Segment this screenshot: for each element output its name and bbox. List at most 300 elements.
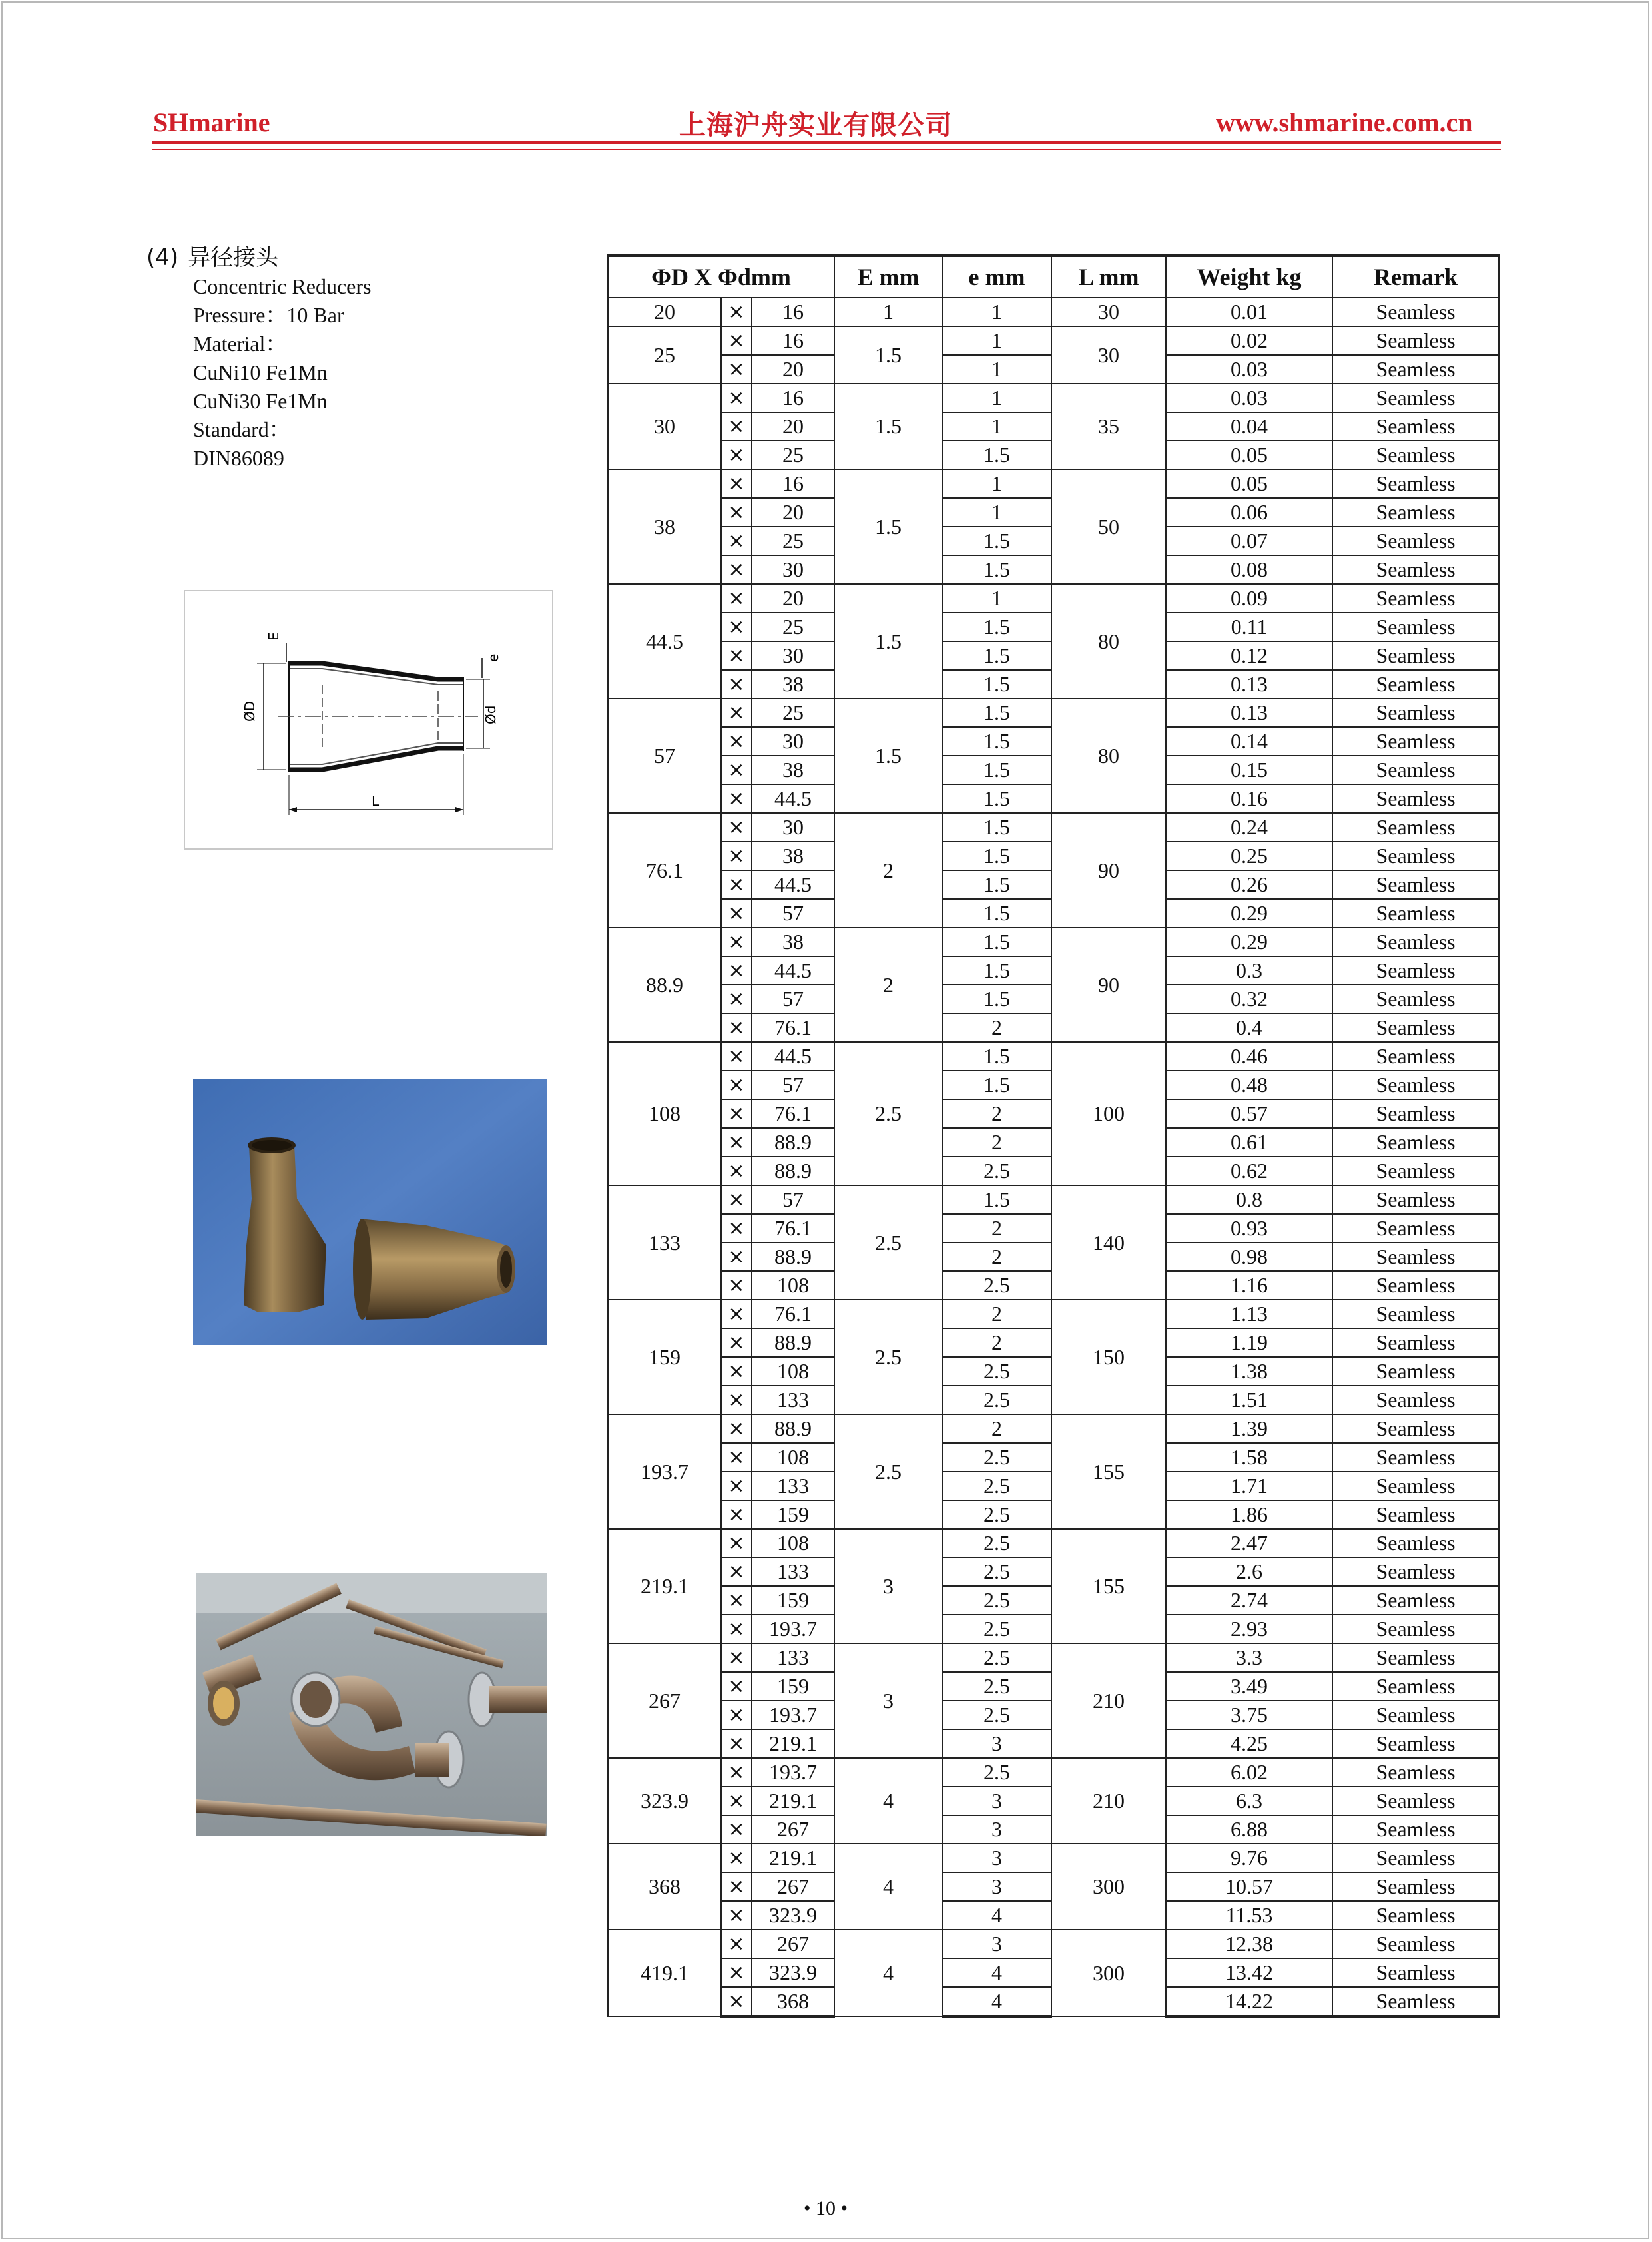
cell-inner-diameter: 44.5	[752, 956, 834, 985]
cell-weight: 0.98	[1166, 1243, 1332, 1271]
cell-times: ×	[721, 1529, 752, 1557]
cell-weight: 0.48	[1166, 1071, 1332, 1099]
cell-times: ×	[721, 498, 752, 527]
table-row	[608, 1300, 1499, 1328]
cell-inner-diameter: 219.1	[752, 1787, 834, 1815]
header-rule-thin	[152, 149, 1501, 150]
cell-e: 3	[942, 1872, 1051, 1901]
cell-weight: 0.26	[1166, 870, 1332, 899]
cell-times: ×	[721, 1214, 752, 1243]
cell-weight: 3.3	[1166, 1643, 1332, 1672]
cell-weight: 1.19	[1166, 1328, 1332, 1357]
cell-e: 1.5	[942, 842, 1051, 870]
cell-inner-diameter: 323.9	[752, 1901, 834, 1930]
cell-weight: 0.09	[1166, 584, 1332, 613]
cell-remark: Seamless	[1332, 1271, 1499, 1300]
cell-remark: Seamless	[1332, 1243, 1499, 1271]
cell-e: 2.5	[942, 1586, 1051, 1615]
cell-outer-diameter: 76.1	[608, 813, 721, 928]
cell-inner-diameter: 20	[752, 584, 834, 613]
cell-times: ×	[721, 1042, 752, 1071]
cell-e: 2	[942, 1099, 1051, 1128]
cell-L: 100	[1051, 1042, 1166, 1185]
cell-inner-diameter: 30	[752, 641, 834, 670]
cell-outer-diameter: 133	[608, 1185, 721, 1300]
cell-inner-diameter: 193.7	[752, 1758, 834, 1787]
cell-inner-diameter: 88.9	[752, 1414, 834, 1443]
cell-times: ×	[721, 1357, 752, 1386]
cell-e: 1.5	[942, 613, 1051, 641]
cell-weight: 1.39	[1166, 1414, 1332, 1443]
cell-outer-diameter: 159	[608, 1300, 721, 1414]
cell-remark: Seamless	[1332, 1672, 1499, 1701]
cell-inner-diameter: 159	[752, 1586, 834, 1615]
cell-e: 1.5	[942, 727, 1051, 756]
cell-e: 1	[942, 326, 1051, 355]
cell-times: ×	[721, 1844, 752, 1872]
cell-times: ×	[721, 1615, 752, 1643]
cell-inner-diameter: 108	[752, 1443, 834, 1472]
cell-e: 1.5	[942, 784, 1051, 813]
cell-times: ×	[721, 1243, 752, 1271]
cell-L: 50	[1051, 469, 1166, 584]
cell-inner-diameter: 38	[752, 670, 834, 699]
cell-e: 2.5	[942, 1157, 1051, 1185]
cell-inner-diameter: 38	[752, 756, 834, 784]
cell-L: 210	[1051, 1758, 1166, 1844]
cell-E: 1.5	[834, 469, 942, 584]
cell-weight: 2.6	[1166, 1557, 1332, 1586]
cell-inner-diameter: 25	[752, 527, 834, 555]
cell-inner-diameter: 219.1	[752, 1729, 834, 1758]
cell-e: 2	[942, 1243, 1051, 1271]
cell-e: 2	[942, 1328, 1051, 1357]
cell-remark: Seamless	[1332, 1586, 1499, 1615]
cell-remark: Seamless	[1332, 384, 1499, 412]
company-name: 上海沪舟实业有限公司	[679, 110, 952, 140]
cell-weight: 6.88	[1166, 1815, 1332, 1844]
cell-times: ×	[721, 326, 752, 355]
product-name: Concentric Reducers	[193, 274, 372, 298]
cell-times: ×	[721, 1758, 752, 1787]
cell-remark: Seamless	[1332, 699, 1499, 727]
cell-times: ×	[721, 670, 752, 699]
cell-e: 1.5	[942, 1185, 1051, 1214]
cell-weight: 2.93	[1166, 1615, 1332, 1643]
cell-inner-diameter: 44.5	[752, 784, 834, 813]
cell-weight: 3.75	[1166, 1701, 1332, 1729]
cell-inner-diameter: 133	[752, 1643, 834, 1672]
cell-weight: 0.4	[1166, 1013, 1332, 1042]
cell-e: 3	[942, 1729, 1051, 1758]
cell-weight: 0.29	[1166, 928, 1332, 956]
cell-e: 2.5	[942, 1271, 1051, 1300]
cell-E: 1.5	[834, 326, 942, 384]
cell-remark: Seamless	[1332, 928, 1499, 956]
cell-remark: Seamless	[1332, 1844, 1499, 1872]
cell-remark: Seamless	[1332, 870, 1499, 899]
table-row	[608, 1844, 1499, 1872]
cell-E: 2	[834, 928, 942, 1042]
cell-weight: 0.05	[1166, 441, 1332, 469]
cell-remark: Seamless	[1332, 1157, 1499, 1185]
cell-E: 4	[834, 1844, 942, 1930]
cell-times: ×	[721, 555, 752, 584]
cell-e: 1.5	[942, 756, 1051, 784]
cell-inner-diameter: 133	[752, 1557, 834, 1586]
cell-remark: Seamless	[1332, 1300, 1499, 1328]
table-row	[608, 1643, 1499, 1672]
cell-weight: 0.07	[1166, 527, 1332, 555]
cell-weight: 0.61	[1166, 1128, 1332, 1157]
cell-times: ×	[721, 1643, 752, 1672]
cell-remark: Seamless	[1332, 1214, 1499, 1243]
cell-e: 2.5	[942, 1672, 1051, 1701]
cell-e: 2.5	[942, 1472, 1051, 1500]
cell-times: ×	[721, 1099, 752, 1128]
cell-times: ×	[721, 727, 752, 756]
standard-value: DIN86089	[193, 446, 284, 470]
cell-weight: 1.51	[1166, 1386, 1332, 1414]
cell-weight: 2.74	[1166, 1586, 1332, 1615]
cell-e: 2	[942, 1414, 1051, 1443]
cell-inner-diameter: 76.1	[752, 1013, 834, 1042]
cell-E: 1.5	[834, 584, 942, 699]
cell-inner-diameter: 57	[752, 1185, 834, 1214]
cell-remark: Seamless	[1332, 1071, 1499, 1099]
cell-weight: 9.76	[1166, 1844, 1332, 1872]
cell-inner-diameter: 108	[752, 1357, 834, 1386]
cell-E: 3	[834, 1529, 942, 1643]
cell-inner-diameter: 159	[752, 1672, 834, 1701]
cell-L: 30	[1051, 298, 1166, 326]
cell-L: 90	[1051, 928, 1166, 1042]
cell-e: 1.5	[942, 699, 1051, 727]
cell-L: 155	[1051, 1414, 1166, 1529]
cell-times: ×	[721, 1185, 752, 1214]
cell-times: ×	[721, 1414, 752, 1443]
cell-remark: Seamless	[1332, 1500, 1499, 1529]
material-label: Material：	[193, 332, 287, 356]
cell-inner-diameter: 193.7	[752, 1615, 834, 1643]
cell-remark: Seamless	[1332, 326, 1499, 355]
cell-E: 1.5	[834, 699, 942, 813]
cell-E: 2.5	[834, 1185, 942, 1300]
cell-inner-diameter: 57	[752, 985, 834, 1013]
cell-inner-diameter: 76.1	[752, 1300, 834, 1328]
drawing-label-L: L	[372, 793, 380, 809]
cell-L: 35	[1051, 384, 1166, 469]
cell-E: 2	[834, 813, 942, 928]
cell-weight: 0.11	[1166, 613, 1332, 641]
cell-times: ×	[721, 1443, 752, 1472]
cell-remark: Seamless	[1332, 1958, 1499, 1987]
table-row	[608, 326, 1499, 355]
cell-e: 2	[942, 1214, 1051, 1243]
cell-times: ×	[721, 1815, 752, 1844]
cell-e: 1.5	[942, 928, 1051, 956]
cell-L: 210	[1051, 1643, 1166, 1758]
cell-inner-diameter: 16	[752, 384, 834, 412]
cell-remark: Seamless	[1332, 1987, 1499, 2016]
table-row	[608, 1758, 1499, 1787]
table-row	[608, 469, 1499, 498]
cell-e: 4	[942, 1987, 1051, 2016]
reducer-drawing-svg	[185, 591, 552, 848]
table-row	[608, 1414, 1499, 1443]
cell-remark: Seamless	[1332, 441, 1499, 469]
cell-E: 3	[834, 1643, 942, 1758]
cell-times: ×	[721, 1930, 752, 1958]
cell-remark: Seamless	[1332, 1615, 1499, 1643]
cell-weight: 0.46	[1166, 1042, 1332, 1071]
header-diameter: ΦD X Φdmm	[608, 256, 834, 298]
reducer-photo	[193, 1079, 547, 1345]
cell-times: ×	[721, 384, 752, 412]
cell-remark: Seamless	[1332, 1013, 1499, 1042]
cell-weight: 0.04	[1166, 412, 1332, 441]
cell-remark: Seamless	[1332, 1472, 1499, 1500]
cell-remark: Seamless	[1332, 355, 1499, 384]
cell-L: 80	[1051, 699, 1166, 813]
cell-weight: 14.22	[1166, 1987, 1332, 2016]
cell-weight: 2.47	[1166, 1529, 1332, 1557]
cell-L: 300	[1051, 1844, 1166, 1930]
cell-e: 2.5	[942, 1643, 1051, 1672]
cell-times: ×	[721, 928, 752, 956]
cell-remark: Seamless	[1332, 1930, 1499, 1958]
cell-inner-diameter: 76.1	[752, 1214, 834, 1243]
cell-weight: 0.03	[1166, 355, 1332, 384]
cell-remark: Seamless	[1332, 641, 1499, 670]
cell-e: 1.5	[942, 813, 1051, 842]
cell-times: ×	[721, 985, 752, 1013]
cell-remark: Seamless	[1332, 1787, 1499, 1815]
cell-times: ×	[721, 842, 752, 870]
material-2: CuNi30 Fe1Mn	[193, 389, 328, 413]
cell-weight: 1.58	[1166, 1443, 1332, 1472]
cell-L: 80	[1051, 584, 1166, 699]
cell-inner-diameter: 44.5	[752, 1042, 834, 1071]
cell-e: 2.5	[942, 1443, 1051, 1472]
cell-remark: Seamless	[1332, 527, 1499, 555]
cell-remark: Seamless	[1332, 584, 1499, 613]
cell-weight: 0.03	[1166, 384, 1332, 412]
cell-inner-diameter: 267	[752, 1815, 834, 1844]
cell-L: 300	[1051, 1930, 1166, 2016]
cell-e: 1.5	[942, 670, 1051, 699]
cell-inner-diameter: 219.1	[752, 1844, 834, 1872]
cell-weight: 1.86	[1166, 1500, 1332, 1529]
cell-e: 1	[942, 298, 1051, 326]
cell-e: 1.5	[942, 1071, 1051, 1099]
cell-inner-diameter: 16	[752, 298, 834, 326]
product-title	[146, 244, 371, 272]
table-row	[608, 813, 1499, 842]
cell-remark: Seamless	[1332, 842, 1499, 870]
cell-remark: Seamless	[1332, 1901, 1499, 1930]
cell-outer-diameter: 20	[608, 298, 721, 326]
cell-inner-diameter: 133	[752, 1386, 834, 1414]
drawing-label-d: Ød	[483, 705, 499, 724]
cell-weight: 0.05	[1166, 469, 1332, 498]
cell-inner-diameter: 88.9	[752, 1243, 834, 1271]
cell-E: 2.5	[834, 1300, 942, 1414]
cell-inner-diameter: 38	[752, 842, 834, 870]
table-row	[608, 584, 1499, 613]
cell-weight: 0.01	[1166, 298, 1332, 326]
cell-times: ×	[721, 584, 752, 613]
cell-e: 2	[942, 1013, 1051, 1042]
cell-remark: Seamless	[1332, 1443, 1499, 1472]
table-row	[608, 1042, 1499, 1071]
cell-e: 2.5	[942, 1386, 1051, 1414]
cell-weight: 6.3	[1166, 1787, 1332, 1815]
cell-weight: 0.12	[1166, 641, 1332, 670]
page-number: • 10 •	[803, 2197, 848, 2219]
cell-E: 1	[834, 298, 942, 326]
cell-remark: Seamless	[1332, 670, 1499, 699]
cell-outer-diameter: 44.5	[608, 584, 721, 699]
product-number: (4)	[146, 244, 179, 271]
header-L: L mm	[1051, 256, 1166, 298]
cell-times: ×	[721, 1987, 752, 2016]
cell-e: 2	[942, 1128, 1051, 1157]
table-row	[608, 1529, 1499, 1557]
table-row	[608, 384, 1499, 412]
website-link[interactable]: www.shmarine.com.cn	[1216, 107, 1473, 137]
cell-remark: Seamless	[1332, 469, 1499, 498]
cell-remark: Seamless	[1332, 1529, 1499, 1557]
cell-inner-diameter: 20	[752, 355, 834, 384]
spec-table-body	[608, 298, 1499, 2016]
cell-times: ×	[721, 527, 752, 555]
cell-times: ×	[721, 899, 752, 928]
table-header-row	[608, 256, 1499, 298]
cell-times: ×	[721, 1672, 752, 1701]
reducer-drawing	[184, 590, 553, 850]
cell-inner-diameter: 267	[752, 1872, 834, 1901]
cell-e: 1.5	[942, 870, 1051, 899]
table-row	[608, 699, 1499, 727]
cell-E: 1.5	[834, 384, 942, 469]
cell-inner-diameter: 368	[752, 1987, 834, 2016]
cell-outer-diameter: 267	[608, 1643, 721, 1758]
cell-times: ×	[721, 699, 752, 727]
cell-weight: 0.14	[1166, 727, 1332, 756]
cell-remark: Seamless	[1332, 1872, 1499, 1901]
cell-e: 4	[942, 1958, 1051, 1987]
cell-e: 1	[942, 384, 1051, 412]
cell-times: ×	[721, 1557, 752, 1586]
cell-e: 1.5	[942, 956, 1051, 985]
cell-weight: 0.62	[1166, 1157, 1332, 1185]
cell-remark: Seamless	[1332, 298, 1499, 326]
cell-remark: Seamless	[1332, 1128, 1499, 1157]
cell-e: 2.5	[942, 1357, 1051, 1386]
cell-times: ×	[721, 1958, 752, 1987]
cell-weight: 0.57	[1166, 1099, 1332, 1128]
cell-E: 4	[834, 1930, 942, 2016]
cell-inner-diameter: 25	[752, 613, 834, 641]
cell-L: 150	[1051, 1300, 1166, 1414]
cell-remark: Seamless	[1332, 1815, 1499, 1844]
drawing-label-D: ØD	[242, 701, 258, 722]
cell-e: 1	[942, 498, 1051, 527]
cell-times: ×	[721, 1271, 752, 1300]
cell-E: 2.5	[834, 1414, 942, 1529]
cell-e: 2.5	[942, 1500, 1051, 1529]
cell-e: 2	[942, 1300, 1051, 1328]
cell-times: ×	[721, 1071, 752, 1099]
cell-times: ×	[721, 813, 752, 842]
cell-inner-diameter: 88.9	[752, 1157, 834, 1185]
cell-remark: Seamless	[1332, 1099, 1499, 1128]
cell-weight: 0.13	[1166, 670, 1332, 699]
cell-e: 2.5	[942, 1557, 1051, 1586]
header-E: E mm	[834, 256, 942, 298]
cell-times: ×	[721, 1128, 752, 1157]
cell-weight: 13.42	[1166, 1958, 1332, 1987]
cell-outer-diameter: 57	[608, 699, 721, 813]
cell-weight: 0.08	[1166, 555, 1332, 584]
cell-inner-diameter: 20	[752, 498, 834, 527]
cell-e: 2.5	[942, 1758, 1051, 1787]
cell-e: 1.5	[942, 1042, 1051, 1071]
cell-weight: 0.06	[1166, 498, 1332, 527]
cell-inner-diameter: 88.9	[752, 1328, 834, 1357]
cell-times: ×	[721, 1500, 752, 1529]
cell-inner-diameter: 30	[752, 727, 834, 756]
cell-weight: 0.15	[1166, 756, 1332, 784]
cell-inner-diameter: 159	[752, 1500, 834, 1529]
cell-outer-diameter: 419.1	[608, 1930, 721, 2016]
cell-E: 2.5	[834, 1042, 942, 1185]
cell-times: ×	[721, 1386, 752, 1414]
cell-times: ×	[721, 1701, 752, 1729]
cell-outer-diameter: 30	[608, 384, 721, 469]
cell-times: ×	[721, 1157, 752, 1185]
cell-e: 2.5	[942, 1529, 1051, 1557]
cell-weight: 0.13	[1166, 699, 1332, 727]
cell-e: 1.5	[942, 555, 1051, 584]
cell-times: ×	[721, 784, 752, 813]
cell-times: ×	[721, 469, 752, 498]
cell-e: 1	[942, 412, 1051, 441]
cell-weight: 6.02	[1166, 1758, 1332, 1787]
cell-remark: Seamless	[1332, 784, 1499, 813]
cell-outer-diameter: 368	[608, 1844, 721, 1930]
cell-outer-diameter: 88.9	[608, 928, 721, 1042]
brand-name: SHmarine	[153, 107, 270, 137]
cell-times: ×	[721, 1729, 752, 1758]
cell-inner-diameter: 193.7	[752, 1701, 834, 1729]
cell-remark: Seamless	[1332, 813, 1499, 842]
cell-e: 2.5	[942, 1615, 1051, 1643]
cell-times: ×	[721, 956, 752, 985]
cell-inner-diameter: 108	[752, 1529, 834, 1557]
cell-outer-diameter: 25	[608, 326, 721, 384]
cell-weight: 0.32	[1166, 985, 1332, 1013]
cell-inner-diameter: 25	[752, 699, 834, 727]
cell-weight: 0.3	[1166, 956, 1332, 985]
cell-times: ×	[721, 298, 752, 326]
product-pressure: Pressure：10 Bar	[193, 303, 344, 327]
cell-inner-diameter: 30	[752, 555, 834, 584]
pipe-assembly-photo	[196, 1573, 547, 1836]
drawing-label-E: E	[266, 632, 282, 641]
cell-e: 3	[942, 1815, 1051, 1844]
